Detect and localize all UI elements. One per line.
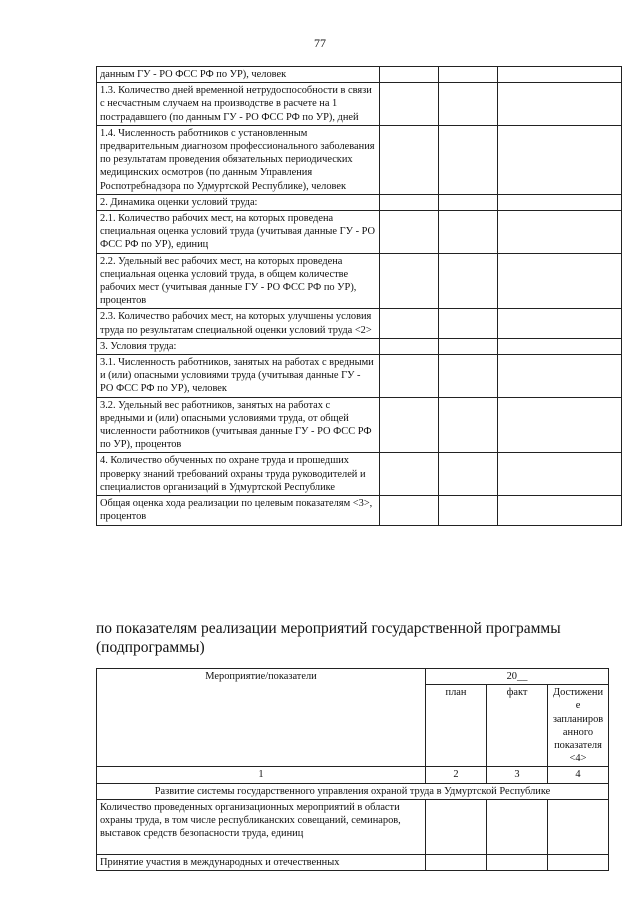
indicator-label: Общая оценка хода реализации по целевым показателям <3>, процентов [97,496,380,525]
value-cell-1 [380,211,439,254]
table-row [97,83,622,126]
header-year: 20__ [426,669,609,685]
column-number-2: 2 [426,767,487,783]
header-achievement: Достижение запланированного показателя <4> [548,685,609,767]
page-number: 77 [314,36,326,50]
table-row [97,496,622,525]
table-row [97,253,622,309]
value-cell-1 [380,125,439,194]
header-fact: факт [487,685,548,767]
column-number-4: 4 [548,767,609,783]
value-cell-1 [380,496,439,525]
table-row [97,338,622,354]
table-row [97,309,622,338]
indicator-label: данным ГУ - РО ФСС РФ по УР), человек [97,67,380,83]
target-indicators-table [96,66,622,526]
table-row [97,453,622,496]
table-row [97,355,622,398]
value-cell-1 [380,67,439,83]
section-row [97,783,609,799]
column-numbers-row [97,767,609,783]
indicator-label: 3.2. Удельный вес работников, занятых на работах с вредными и (или) опасными условиями труда, от общей численности работников (учитывая данные ГУ - РО ФСС РФ по УР), процентов [97,397,380,453]
table-row [97,194,622,210]
value-cell-3 [498,453,622,496]
indicator-label: 2.1. Количество рабочих мест, на которых проведена специальная оценка условий труда (учитывая данные ГУ - РО ФСС РФ по УР), единиц [97,211,380,254]
indicator-label: 1.3. Количество дней временной нетрудоспособности в связи с несчастным случаем на производстве в расчете на 1 пострадавшего (по данным ГУ - РО ФСС РФ по УР), дней [97,83,380,126]
value-cell-1 [380,397,439,453]
cell-achievement [548,854,609,870]
cell-plan [426,854,487,870]
value-cell-2 [439,125,498,194]
table-row [97,67,622,83]
indicator-label: 2.3. Количество рабочих мест, на которых улучшены условия труда по результатам специальной оценки условий труда <2> [97,309,380,338]
section-title: Развитие системы государственного управления охраной труда в Удмуртской Республике [97,783,609,799]
value-cell-1 [380,453,439,496]
indicator-label: 3.1. Численность работников, занятых на работах с вредными и (или) опасными условиями труда (учитывая данные ГУ - РО ФСС РФ по УР), человек [97,355,380,398]
cell-achievement [548,799,609,854]
value-cell-1 [380,309,439,338]
section-heading: по показателям реализации мероприятий государственной программы (подпрограммы) [96,620,561,656]
value-cell-2 [439,355,498,398]
value-cell-2 [439,309,498,338]
value-cell-3 [498,253,622,309]
cell-plan [426,799,487,854]
indicator-label: 2. Динамика оценки условий труда: [97,194,380,210]
row-text: Принятие участия в международных и отечественных [97,854,426,870]
value-cell-1 [380,194,439,210]
indicator-label: 2.2. Удельный вес рабочих мест, на которых проведена специальная оценка условий труда, в общем количестве рабочих мест (учитывая данные ГУ - РО ФСС РФ по УР), процентов [97,253,380,309]
value-cell-2 [439,338,498,354]
value-cell-1 [380,338,439,354]
value-cell-2 [439,194,498,210]
header-plan: план [426,685,487,767]
value-cell-3 [498,194,622,210]
value-cell-3 [498,83,622,126]
activities-indicators-table [96,668,609,871]
value-cell-2 [439,211,498,254]
table-row [97,211,622,254]
value-cell-3 [498,125,622,194]
value-cell-3 [498,355,622,398]
value-cell-2 [439,253,498,309]
cell-fact [487,799,548,854]
value-cell-3 [498,397,622,453]
value-cell-1 [380,83,439,126]
table-row [97,799,609,854]
value-cell-1 [380,355,439,398]
value-cell-3 [498,338,622,354]
value-cell-2 [439,67,498,83]
cell-fact [487,854,548,870]
table-header-row [97,669,609,685]
value-cell-2 [439,453,498,496]
row-text: Количество проведенных организационных мероприятий в области охраны труда, в том числе республиканских совещаний, семинаров, выставок средств безопасности труда, единиц [97,799,426,854]
column-number-3: 3 [487,767,548,783]
table-row [97,125,622,194]
value-cell-1 [380,253,439,309]
value-cell-2 [439,397,498,453]
value-cell-2 [439,83,498,126]
table-row [97,397,622,453]
table-row [97,854,609,870]
indicator-label: 3. Условия труда: [97,338,380,354]
indicator-label: 1.4. Численность работников с установленным предварительным диагнозом профессионального заболевания по результатам проведения обязательных периодических медицинских осмотров (по данным Управления Роспотребнадзора по Удмуртской Республике), человек [97,125,380,194]
header-activity-indicators: Мероприятие/показатели [97,669,426,767]
value-cell-3 [498,67,622,83]
column-number-1: 1 [97,767,426,783]
indicator-label: 4. Количество обученных по охране труда и прошедших проверку знаний требований охраны труда руководителей и специалистов организаций в Удмуртской Республике [97,453,380,496]
value-cell-2 [439,496,498,525]
value-cell-3 [498,496,622,525]
value-cell-3 [498,211,622,254]
value-cell-3 [498,309,622,338]
